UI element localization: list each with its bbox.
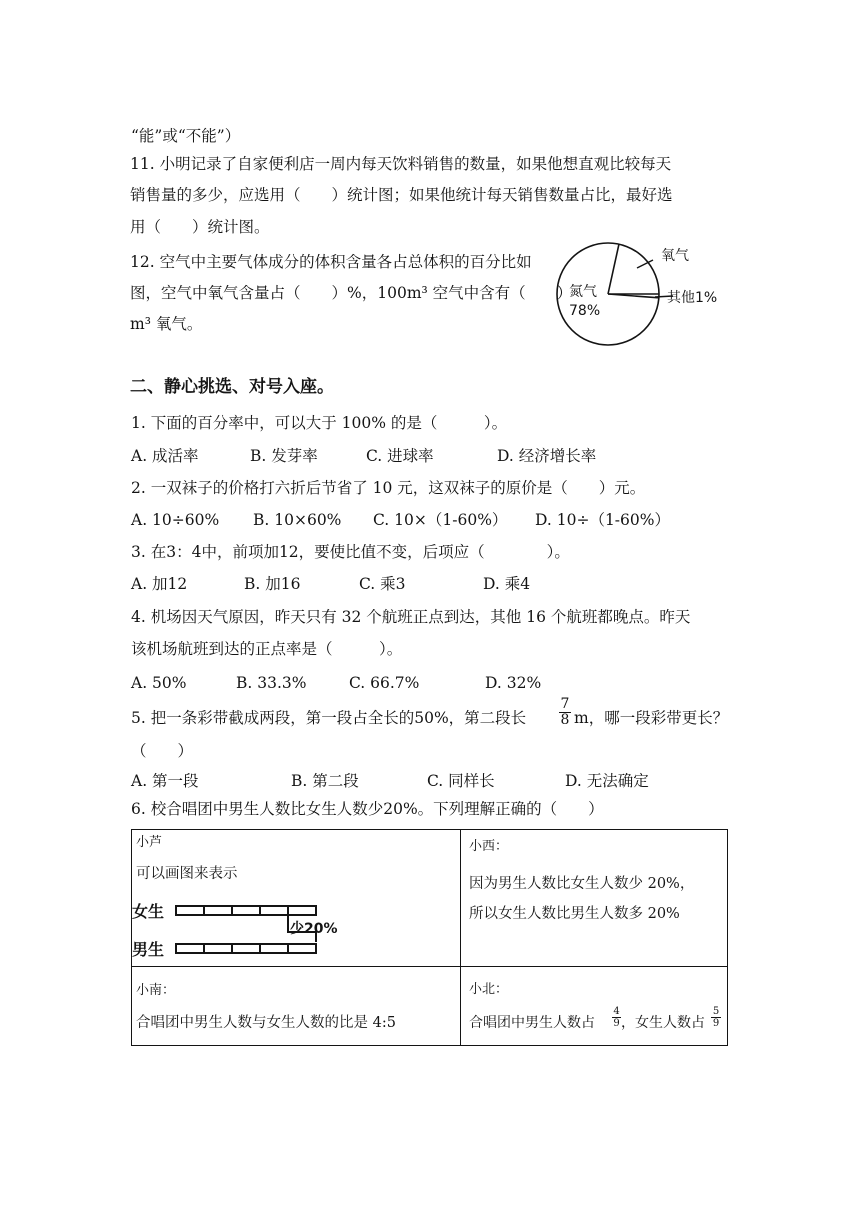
cell-tl-boys-label: 男生 [132, 940, 165, 959]
q11-line3: 用（ ）统计图。 [130, 218, 270, 236]
q5-fraction-denominator: 8 [560, 712, 570, 728]
q1-option-c: C. 进球率 [366, 447, 434, 465]
q6-options-table [131, 829, 728, 1046]
cell-tl-girls-label: 女生 [132, 902, 165, 921]
cell-tl-line1: 可以画图来表示 [136, 866, 238, 882]
table-vertical-divider [460, 830, 461, 1045]
q2-option-c: C. 10×（1-60%） [373, 511, 508, 529]
q5-option-d: D. 无法确定 [565, 772, 649, 790]
q12-line1: 12. 空气中主要气体成分的体积含量各占总体积的百分比如 [130, 253, 532, 271]
q3-option-b: B. 加16 [244, 575, 301, 593]
q4-option-a: A. 50% [131, 674, 187, 692]
fraction-1-denominator: 9 [613, 1018, 620, 1029]
fraction-2-denominator: 9 [712, 1018, 720, 1029]
q10-tail: “能”或“不能”） [131, 127, 241, 145]
q6-stem: 6. 校合唱团中男生人数比女生人数少20%。下列理解正确的（ ） [131, 800, 604, 818]
boys-bar [176, 944, 316, 953]
cell-br-name: 小北： [469, 982, 509, 997]
pie-label-other: 其他1% [667, 290, 718, 306]
q4-option-c: C. 66.7% [349, 674, 420, 692]
pie-boundary-oxygen-start [608, 244, 619, 294]
cell-br-text-pre: 合唱团中男生人数占 [469, 1015, 595, 1031]
cell-br-fraction-2 [711, 1006, 721, 1029]
cell-tr-line1: 因为男生人数比女生人数少 20%， [469, 876, 695, 892]
q11-line2: 销售量的多少，应选用（ ）统计图；如果他统计每天销售数量占比，最好选 [130, 186, 673, 204]
table-horizontal-divider [132, 966, 727, 967]
fraction-1-numerator: 4 [613, 1006, 620, 1017]
pie-label-oxygen: 氧气 [661, 248, 689, 264]
q5-stem-post: m，哪一段彩带更长？ [574, 709, 729, 727]
cell-br-fraction-1 [612, 1006, 621, 1029]
q3-stem: 3. 在3：4中，前项加12，要使比值不变，后项应（ ）。 [131, 543, 570, 561]
fraction-2-numerator: 5 [712, 1006, 720, 1017]
q1-option-a: A. 成活率 [131, 447, 199, 465]
q3-option-a: A. 加12 [131, 575, 188, 593]
pie-label-nitrogen: 氮气 [569, 284, 597, 300]
q12-line3: m³ 氧气。 [130, 315, 203, 333]
section-2-title: 二、静心挑选、对号入座。 [130, 377, 334, 397]
q4-option-d: D. 32% [485, 674, 542, 692]
q1-option-d: D. 经济增长率 [497, 447, 597, 465]
q2-option-d: D. 10÷（1-60%） [535, 511, 670, 529]
q5-answer-paren: （ ） [131, 742, 194, 760]
q1-option-b: B. 发芽率 [250, 447, 318, 465]
q4-option-b: B. 33.3% [236, 674, 307, 692]
q11-line1: 11. 小明记录了自家便利店一周内每天饮料销售的数量，如果他想直观比较每天 [130, 155, 672, 173]
cell-bl-line1: 合唱团中男生人数与女生人数的比是 4:5 [136, 1015, 396, 1031]
girls-bar [176, 906, 316, 915]
q5-option-a: A. 第一段 [131, 772, 199, 790]
pie-value-nitrogen: 78% [569, 303, 601, 319]
cell-tr-name: 小西： [469, 839, 509, 854]
q4-stem-line2: 该机场航班到达的正点率是（ ）。 [131, 640, 403, 658]
cell-bl-name: 小南： [136, 983, 176, 998]
q3-option-d: D. 乘4 [483, 575, 531, 593]
q3-option-c: C. 乘3 [359, 575, 406, 593]
cell-tl-name: 小芦 [136, 835, 163, 850]
air-composition-pie-chart [555, 238, 745, 350]
q2-option-a: A. 10÷60% [131, 511, 220, 529]
q5-fraction [558, 697, 572, 728]
q2-option-b: B. 10×60% [253, 511, 342, 529]
q5-option-b: B. 第二段 [291, 772, 359, 790]
q5-stem-pre: 5. 把一条彩带截成两段，第一段占全长的50%，第二段长 [131, 709, 527, 727]
cell-tl-diff-label: 少20% [290, 921, 338, 937]
q2-stem: 2. 一双袜子的价格打六折后节省了 10 元，这双袜子的原价是（ ）元。 [131, 479, 646, 497]
q5-fraction-numerator: 7 [560, 696, 570, 712]
q4-stem-line1: 4. 机场因天气原因，昨天只有 32 个航班正点到达，其他 16 个航班都晚点。昨天 [131, 608, 691, 626]
q1-stem: 1. 下面的百分率中，可以大于 100% 的是（ ）。 [131, 414, 508, 432]
q5-option-c: C. 同样长 [427, 772, 495, 790]
q12-line2: 图，空气中氧气含量占（ ）%，100m³ 空气中含有（ ） [130, 284, 573, 302]
cell-tr-line2: 所以女生人数比男生人数多 20% [469, 906, 680, 922]
cell-br-text-mid: ，女生人数占 [621, 1015, 705, 1031]
